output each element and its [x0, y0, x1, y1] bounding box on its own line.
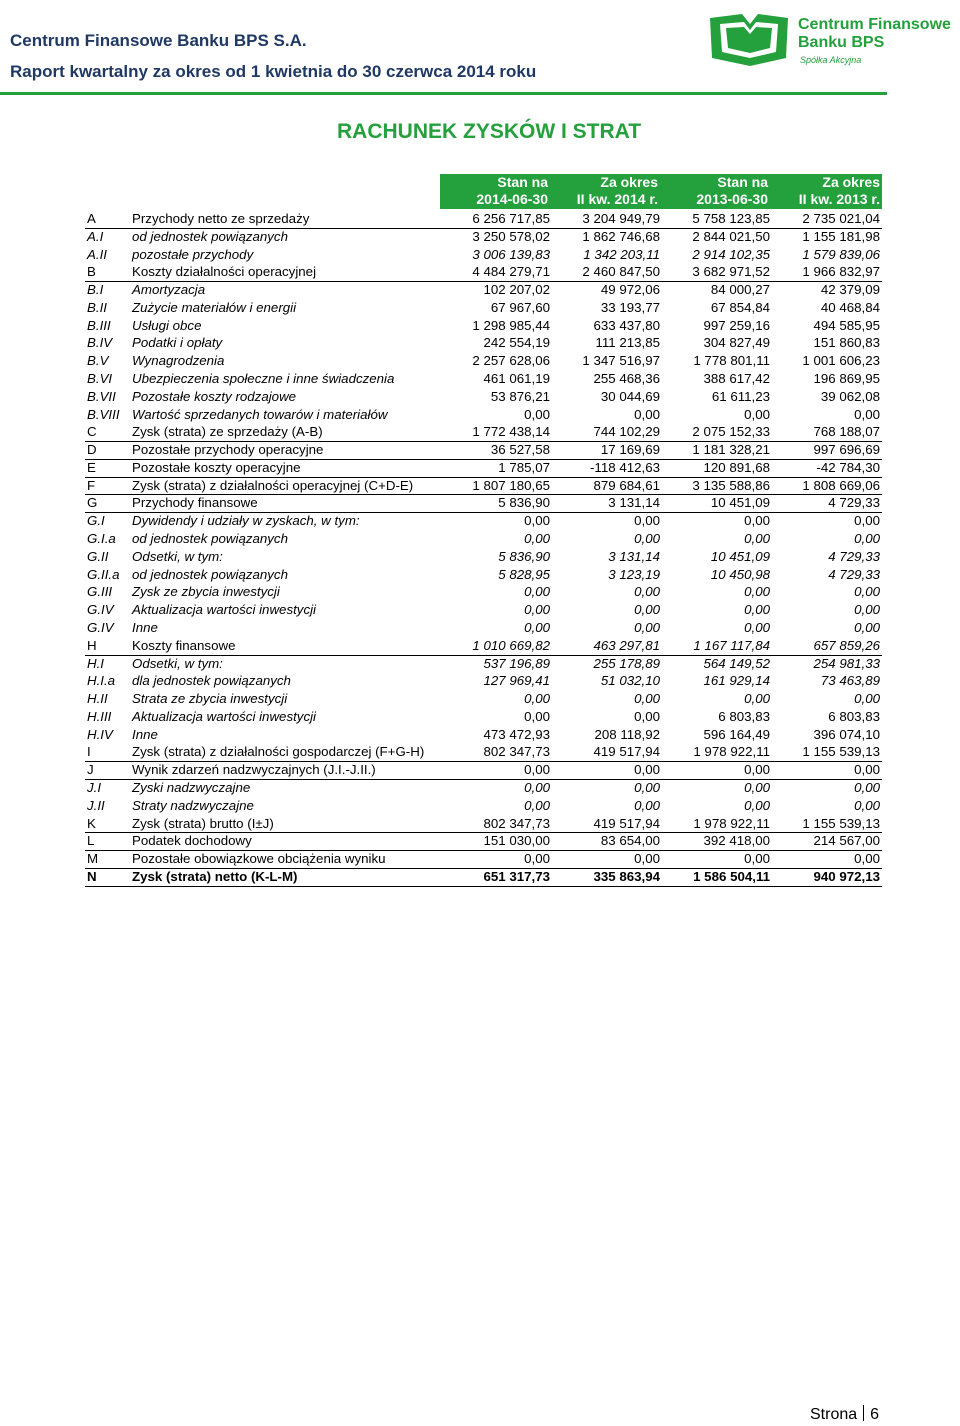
row-value-col0: 53 876,21 [490, 388, 550, 404]
row-value-col1: 51 032,10 [600, 673, 660, 689]
row-label: Podatek dochodowy [132, 833, 252, 849]
column-header-3-line1: Za okres [822, 174, 880, 190]
row-code: B.VII [87, 388, 116, 404]
row-label: Straty nadzwyczajne [132, 797, 254, 813]
row-value-col2: 161 929,14 [703, 673, 770, 689]
row-label: Zysk (strata) netto (K-L-M) [132, 868, 298, 884]
row-label: Zysk (strata) ze sprzedaży (A-B) [132, 424, 323, 440]
row-value-col2: 0,00 [744, 513, 770, 529]
row-value-col2: 0,00 [744, 762, 770, 778]
row-code: H.I.a [87, 673, 116, 689]
row-value-col3: 1 001 606,23 [802, 353, 880, 369]
row-value-col1: 17 169,69 [600, 442, 660, 458]
column-header-2 [660, 174, 770, 209]
table-row [85, 334, 882, 352]
table-row [85, 512, 882, 530]
table-row [85, 423, 882, 442]
row-code: G.II.a [87, 566, 120, 582]
row-label: Zysk (strata) z działalności operacyjnej (C+D-E) [132, 477, 414, 493]
column-header-0 [440, 174, 550, 209]
row-value-col0: 0,00 [524, 619, 550, 635]
column-header-1 [550, 174, 660, 209]
table-row [85, 655, 882, 673]
row-label: Wynik zdarzeń nadzwyczajnych (J.I.-J.II.) [132, 762, 376, 778]
row-code: A.II [87, 246, 107, 262]
row-value-col2: 84 000,27 [710, 282, 770, 298]
row-value-col0: 0,00 [524, 602, 550, 618]
row-value-col0: 537 196,89 [483, 655, 550, 671]
row-value-col1: 111 213,85 [595, 335, 660, 351]
row-code: J [87, 762, 94, 778]
row-value-col0: 0,00 [524, 762, 550, 778]
table-row [85, 317, 882, 335]
row-value-col3: 1 579 839,06 [802, 246, 880, 262]
row-value-col1: 3 131,14 [608, 548, 660, 564]
statement-title: RACHUNEK ZYSKÓW I STRAT [337, 120, 642, 143]
row-value-col1: 0,00 [634, 584, 660, 600]
row-label: od jednostek powiązanych [132, 228, 288, 244]
row-value-col2: 564 149,52 [703, 655, 770, 671]
table-row [85, 601, 882, 619]
table-row [85, 370, 882, 388]
row-value-col3: 214 567,00 [813, 833, 880, 849]
row-label: Zysk ze zbycia inwestycji [132, 584, 280, 600]
table-row [85, 228, 882, 246]
column-header-0-line2: 2014-06-30 [476, 191, 548, 207]
row-value-col2: 997 259,16 [703, 317, 770, 333]
row-value-col0: 0,00 [524, 531, 550, 547]
row-value-col0: 1 298 985,44 [472, 317, 550, 333]
row-value-col0: 1 010 669,82 [472, 637, 550, 653]
row-code: H.II [87, 691, 108, 707]
row-value-col3: 1 155 539,13 [802, 744, 880, 760]
row-code: K [87, 815, 96, 831]
table-row [85, 850, 882, 869]
row-value-col3: 494 585,95 [813, 317, 880, 333]
table-row [85, 726, 882, 744]
row-value-col3: 39 062,08 [820, 388, 880, 404]
row-value-col0: 5 836,90 [498, 495, 550, 511]
table-row [85, 406, 882, 424]
row-label: Odsetki, w tym: [132, 655, 223, 671]
table-row [85, 281, 882, 299]
row-value-col1: 83 654,00 [600, 833, 660, 849]
column-header-1-line1: Za okres [600, 174, 658, 190]
row-value-col2: 0,00 [744, 531, 770, 547]
row-value-col1: 0,00 [634, 851, 660, 867]
row-value-col0: 0,00 [524, 779, 550, 795]
row-value-col3: 2 735 021,04 [802, 211, 880, 226]
header-divider [0, 92, 887, 95]
row-value-col0: 3 006 139,83 [472, 246, 550, 262]
row-value-col2: 6 803,83 [718, 708, 770, 724]
row-value-col0: 242 554,19 [483, 335, 550, 351]
row-label: Pozostałe przychody operacyjne [132, 442, 324, 458]
row-value-col1: 0,00 [634, 602, 660, 618]
row-label: Zużycie materiałów i energii [132, 299, 297, 315]
row-value-col3: 0,00 [854, 619, 880, 635]
table-row [85, 263, 882, 282]
row-value-col2: 304 827,49 [703, 335, 770, 351]
row-value-col2: 0,00 [744, 602, 770, 618]
row-label: Dywidendy i udziały w zyskach, w tym: [132, 513, 360, 529]
row-value-col1: 0,00 [634, 406, 660, 422]
table-row [85, 352, 882, 370]
row-code: G.I.a [87, 531, 116, 547]
row-value-col3: 1 155 181,98 [802, 228, 880, 244]
row-value-col3: 42 379,09 [820, 282, 880, 298]
row-value-col3: 768 188,07 [813, 424, 880, 440]
row-value-col0: 4 484 279,71 [472, 264, 550, 280]
row-value-col3: 6 803,83 [828, 708, 880, 724]
row-value-col1: 0,00 [634, 619, 660, 635]
row-value-col3: 0,00 [854, 779, 880, 795]
row-value-col1: 633 437,80 [593, 317, 660, 333]
row-value-col1: 744 102,29 [593, 424, 660, 440]
row-value-col2: 10 450,98 [710, 566, 770, 582]
page-footer [810, 1405, 879, 1424]
row-value-col2: 3 135 588,86 [692, 477, 770, 493]
row-label: Wynagrodzenia [132, 353, 225, 369]
row-label: dla jednostek powiązanych [132, 673, 291, 689]
row-value-col2: 120 891,68 [703, 459, 770, 475]
row-value-col2: 0,00 [744, 406, 770, 422]
row-value-col3: 1 155 539,13 [802, 815, 880, 831]
row-label: Przychody finansowe [132, 495, 258, 511]
row-value-col1: 1 862 746,68 [582, 228, 660, 244]
table-row [85, 619, 882, 637]
row-value-col3: 4 729,33 [828, 495, 880, 511]
table-row [85, 815, 882, 834]
row-label: Inne [132, 619, 158, 635]
column-header-0-line1: Stan na [497, 174, 548, 190]
row-value-col0: 102 207,02 [483, 282, 550, 298]
logo-text-line2: Banku BPS [798, 34, 885, 51]
row-value-col1: 0,00 [634, 513, 660, 529]
row-code: B.VI [87, 371, 113, 387]
row-label: od jednostek powiązanych [132, 531, 288, 547]
table-row [85, 566, 882, 584]
row-label: Koszty działalności operacyjnej [132, 264, 317, 280]
row-code: B.III [87, 317, 111, 333]
row-value-col2: 1 586 504,11 [693, 868, 770, 884]
logo-text-line1: Centrum Finansowe [798, 16, 951, 33]
row-value-col2: 2 075 152,33 [692, 424, 770, 440]
row-value-col2: 1 167 117,84 [693, 637, 770, 653]
row-value-col1: -118 412,63 [590, 459, 660, 475]
row-value-col2: 1 978 922,11 [693, 815, 770, 831]
row-value-col2: 2 914 102,35 [692, 246, 770, 262]
row-label: Koszty finansowe [132, 637, 236, 653]
row-value-col2: 10 451,09 [710, 548, 770, 564]
row-value-col0: 0,00 [524, 851, 550, 867]
row-label: Aktualizacja wartości inwestycji [132, 708, 317, 724]
row-value-col3: 0,00 [854, 584, 880, 600]
row-value-col1: 3 123,19 [608, 566, 660, 582]
row-value-col3: 657 859,26 [813, 637, 880, 653]
table-row [85, 494, 882, 513]
table-row [85, 743, 882, 762]
row-label: Strata ze zbycia inwestycji [132, 691, 288, 707]
row-value-col2: 5 758 123,85 [692, 211, 770, 226]
row-value-col0: 6 256 717,85 [472, 211, 550, 226]
table-row [85, 708, 882, 726]
table-row [85, 210, 882, 229]
row-label: pozostałe przychody [132, 246, 254, 262]
row-label: od jednostek powiązanych [132, 566, 288, 582]
row-label: Odsetki, w tym: [132, 548, 223, 564]
row-value-col3: 254 981,33 [813, 655, 880, 671]
row-value-col2: 392 418,00 [703, 833, 770, 849]
row-label: Zysk (strata) brutto (I±J) [132, 815, 274, 831]
row-value-col1: 879 684,61 [593, 477, 660, 493]
row-value-col1: 463 297,81 [593, 637, 660, 653]
row-value-col3: 997 696,69 [813, 442, 880, 458]
row-value-col2: 0,00 [744, 584, 770, 600]
row-value-col1: 1 347 516,97 [582, 353, 660, 369]
row-value-col0: 0,00 [524, 584, 550, 600]
row-value-col2: 1 978 922,11 [693, 744, 770, 760]
row-value-col0: 651 317,73 [483, 868, 550, 884]
row-value-col1: 255 178,89 [593, 655, 660, 671]
row-value-col2: 596 164,49 [703, 726, 770, 742]
row-value-col1: 30 044,69 [600, 388, 660, 404]
row-value-col3: 0,00 [854, 513, 880, 529]
row-label: Wartość sprzedanych towarów i materiałów [132, 406, 388, 422]
row-value-col2: 0,00 [744, 851, 770, 867]
row-value-col3: 196 869,95 [813, 371, 880, 387]
row-value-col0: 473 472,93 [483, 726, 550, 742]
row-label: Inne [132, 726, 158, 742]
table-row [85, 672, 882, 690]
row-code: B [87, 264, 96, 280]
row-value-col2: 3 682 971,52 [692, 264, 770, 280]
row-value-col0: 3 250 578,02 [472, 228, 550, 244]
row-value-col2: 2 844 021,50 [692, 228, 770, 244]
row-code: N [87, 868, 97, 884]
row-value-col0: 461 061,19 [483, 371, 550, 387]
table-row [85, 779, 882, 797]
row-value-col2: 1 181 328,21 [692, 442, 770, 458]
table-row [85, 690, 882, 708]
row-code: G.IV [87, 619, 114, 635]
row-label: Podatki i opłaty [132, 335, 223, 351]
row-label: Pozostałe koszty operacyjne [132, 459, 301, 475]
row-code: F [87, 477, 96, 493]
row-value-col1: 335 863,94 [593, 868, 660, 884]
row-label: Amortyzacja [132, 282, 206, 298]
report-period: Raport kwartalny za okres od 1 kwietnia do 30 czerwca 2014 roku [10, 62, 537, 81]
row-value-col2: 388 617,42 [703, 371, 770, 387]
row-value-col3: 0,00 [854, 602, 880, 618]
row-value-col3: 0,00 [854, 531, 880, 547]
row-code: B.II [87, 299, 107, 315]
footer-label: Strona [810, 1406, 858, 1423]
row-value-col0: 0,00 [524, 513, 550, 529]
table-row [85, 637, 882, 656]
row-value-col3: 940 972,13 [813, 868, 880, 884]
row-code: H.I [87, 655, 104, 671]
row-value-col0: 2 257 628,06 [472, 353, 550, 369]
row-value-col0: 1 807 180,65 [472, 477, 550, 493]
row-code: H.IV [87, 726, 113, 742]
row-code: M [87, 851, 99, 867]
row-code: G.IV [87, 602, 114, 618]
row-code: I [87, 744, 91, 760]
row-value-col3: 0,00 [854, 851, 880, 867]
row-value-col2: 10 451,09 [710, 495, 770, 511]
logo-mark-icon [706, 10, 792, 68]
row-value-col0: 5 836,90 [498, 548, 550, 564]
table-row [85, 797, 882, 815]
row-value-col1: 3 131,14 [608, 495, 660, 511]
row-value-col3: 151 860,83 [813, 335, 880, 351]
row-value-col1: 3 204 949,79 [582, 211, 660, 226]
row-value-col2: 67 854,84 [710, 299, 770, 315]
row-value-col1: 0,00 [634, 708, 660, 724]
column-header-2-line2: 2013-06-30 [696, 191, 768, 207]
row-label: Ubezpieczenia społeczne i inne świadczenia [132, 371, 395, 387]
row-code: C [87, 424, 97, 440]
row-value-col1: 0,00 [634, 691, 660, 707]
row-value-col3: 73 463,89 [820, 673, 880, 689]
row-value-col2: 0,00 [744, 691, 770, 707]
row-value-col0: 0,00 [524, 797, 550, 813]
table-row [85, 548, 882, 566]
table-row [85, 441, 882, 460]
row-code: L [87, 833, 95, 849]
row-value-col1: 0,00 [634, 531, 660, 547]
table-row [85, 299, 882, 317]
row-code: B.I [87, 282, 104, 298]
row-value-col3: 0,00 [854, 691, 880, 707]
row-value-col1: 0,00 [634, 797, 660, 813]
row-value-col3: 4 729,33 [828, 548, 880, 564]
row-value-col0: 0,00 [524, 708, 550, 724]
row-value-col3: 0,00 [854, 406, 880, 422]
row-value-col1: 33 193,77 [600, 299, 660, 315]
row-value-col2: 0,00 [744, 619, 770, 635]
row-value-col3: 0,00 [854, 797, 880, 813]
row-value-col0: 0,00 [524, 406, 550, 422]
row-value-col1: 255 468,36 [593, 371, 660, 387]
row-label: Przychody netto ze sprzedaży [132, 211, 310, 226]
row-code: B.IV [87, 335, 113, 351]
row-code: J.II [87, 797, 105, 813]
row-value-col0: 36 527,58 [490, 442, 550, 458]
row-value-col2: 1 778 801,11 [693, 353, 770, 369]
row-value-col3: 0,00 [854, 762, 880, 778]
table-row [85, 459, 882, 478]
row-value-col1: 419 517,94 [593, 744, 660, 760]
row-value-col1: 1 342 203,11 [583, 246, 660, 262]
table-row [85, 388, 882, 406]
row-label: Zyski nadzwyczajne [132, 779, 251, 795]
table-row [85, 832, 882, 851]
row-value-col1: 0,00 [634, 762, 660, 778]
row-value-col0: 5 828,95 [498, 566, 550, 582]
table-row [85, 868, 882, 887]
table-row [85, 246, 882, 264]
row-code: B.V [87, 353, 109, 369]
company-name: Centrum Finansowe Banku BPS S.A. [10, 31, 307, 50]
row-value-col3: 396 074,10 [813, 726, 880, 742]
row-code: B.VIII [87, 406, 120, 422]
row-code: D [87, 442, 97, 458]
row-value-col0: 127 969,41 [483, 673, 550, 689]
table-row [85, 477, 882, 496]
row-value-col3: 1 808 669,06 [802, 477, 880, 493]
row-value-col0: 0,00 [524, 691, 550, 707]
row-value-col0: 151 030,00 [483, 833, 550, 849]
row-label: Aktualizacja wartości inwestycji [132, 602, 317, 618]
row-code: E [87, 459, 96, 475]
row-code: A [87, 211, 96, 226]
row-value-col0: 802 347,73 [483, 744, 550, 760]
column-header-3 [770, 174, 882, 209]
row-label: Pozostałe koszty rodzajowe [132, 388, 297, 404]
row-label: Usługi obce [132, 317, 202, 333]
row-value-col3: -42 784,30 [816, 459, 880, 475]
company-logo [706, 10, 956, 70]
row-code: G.II [87, 548, 109, 564]
row-code: H.III [87, 708, 112, 724]
column-header-2-line1: Stan na [717, 174, 768, 190]
row-value-col0: 802 347,73 [483, 815, 550, 831]
row-value-col1: 2 460 847,50 [582, 264, 660, 280]
table-row [85, 530, 882, 548]
row-code: G [87, 495, 98, 511]
row-value-col0: 67 967,60 [490, 299, 550, 315]
row-value-col1: 0,00 [634, 779, 660, 795]
column-header-3-line2: II kw. 2013 r. [798, 191, 880, 207]
row-value-col3: 4 729,33 [828, 566, 880, 582]
row-label: Pozostałe obowiązkowe obciążenia wyniku [132, 851, 386, 867]
row-code: H [87, 637, 97, 653]
row-value-col3: 1 966 832,97 [802, 264, 880, 280]
row-value-col2: 0,00 [744, 797, 770, 813]
column-header-1-line2: II kw. 2014 r. [576, 191, 658, 207]
logo-text-line3: Spółka Akcyjna [800, 55, 862, 65]
row-value-col1: 208 118,92 [594, 726, 660, 742]
footer-separator [863, 1405, 864, 1421]
table-row [85, 583, 882, 601]
row-value-col1: 419 517,94 [593, 815, 660, 831]
row-code: J.I [87, 779, 102, 795]
row-value-col0: 1 785,07 [498, 459, 550, 475]
row-value-col2: 0,00 [744, 779, 770, 795]
row-code: G.III [87, 584, 113, 600]
row-code: A.I [87, 228, 104, 244]
row-value-col3: 40 468,84 [820, 299, 880, 315]
row-value-col0: 1 772 438,14 [472, 424, 550, 440]
row-code: G.I [87, 513, 105, 529]
table-row [85, 761, 882, 780]
row-value-col1: 49 972,06 [600, 282, 660, 298]
row-value-col2: 61 611,23 [711, 388, 770, 404]
row-label: Zysk (strata) z działalności gospodarczej (F+G-H) [132, 744, 425, 760]
page-number: 6 [870, 1406, 880, 1423]
